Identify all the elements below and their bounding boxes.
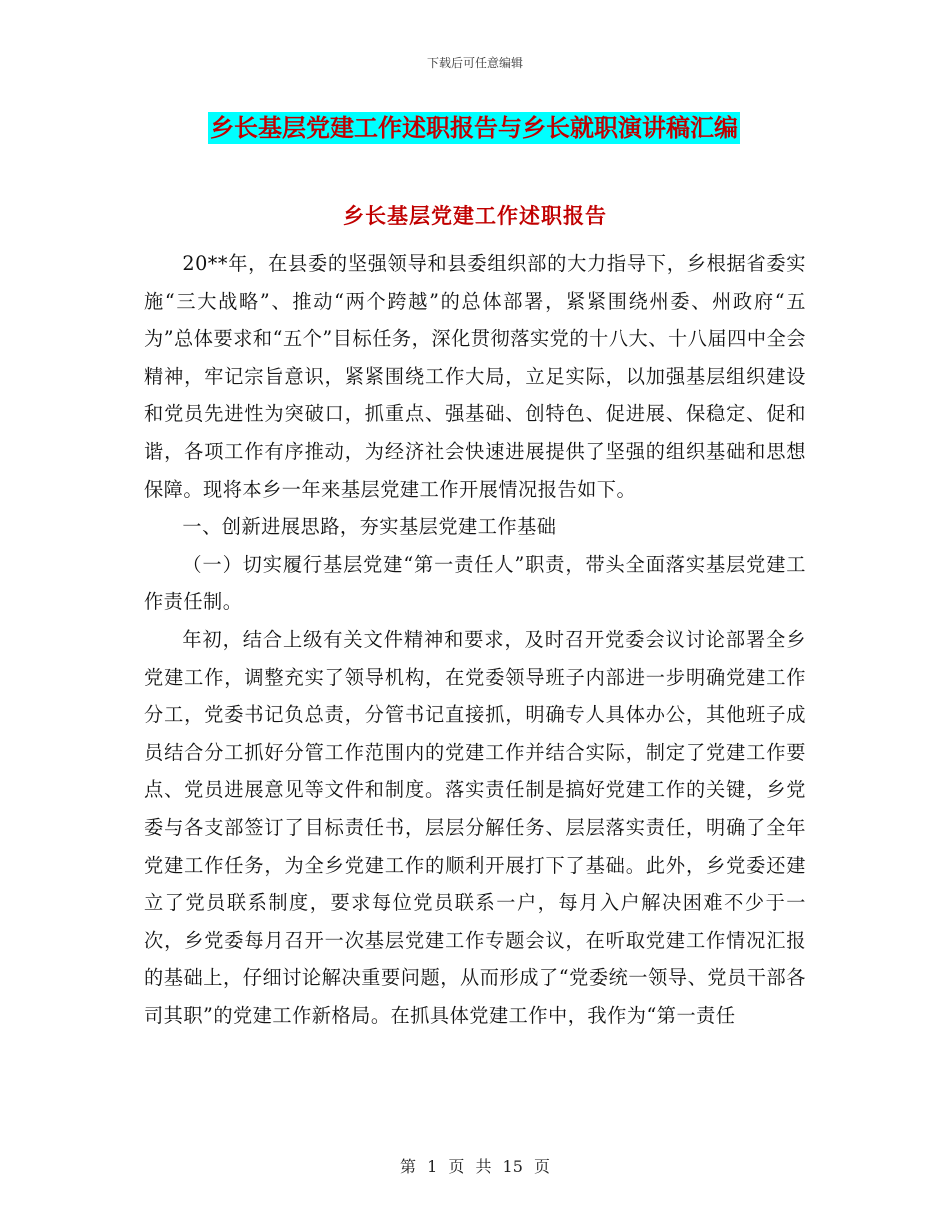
paragraph-body-1: 年初，结合上级有关文件精神和要求，及时召开党委会议讨论部署全乡党建工作，调整充实了领导机构，在党委领导班子内部进一步明确党建工作分工，党委书记负总责，分管书记直接抓，明确专人具体办公，其他班子成员结合分工抓好分管工作范围内的党建工作并结合实际，制定了党建工作要点、党员进展意见等文件和制度。落实责任制是搞好党建工作的关键，乡党委与各支部签订了目标责任书，层层分解任务、层层落实责任，明确了全年党建工作任务，为全乡党建工作的顺利开展打下了基础。此外，乡党委还建立了党员联系制度，要求每位党员联系一户，每月入户解决困难不少于一次，乡党委每月召开一次基层党建工作专题会议，在听取党建工作情况汇报的基础上，仔细讨论解决重要问题，从而形成了“党委统一领导、党员干部各司其职”的党建工作新格局。在抓具体党建工作中，我作为“第一责任 [144, 627, 806, 1027]
paragraph-intro: 20**年，在县委的坚强领导和县委组织部的大力指导下，乡根据省委实施“三大战略”、推动“两个跨越”的总体部署，紧紧围绕州委、州政府“五为”总体要求和“五个”目标任务，深化贯彻落实党的十八大、十八届四中全会精神，牢记宗旨意识，紧紧围绕工作大局，立足实际，以加强基层组织建设和党员先进性为突破口，抓重点、强基础、创特色、促进展、保稳定、促和谐，各项工作有序推动，为经济社会快速进展提供了坚强的组织基础和思想保障。现将本乡一年来基层党建工作开展情况报告如下。 [144, 252, 806, 501]
paragraph-subheading-1: （一）切实履行基层党建“第一责任人”职责，带头全面落实基层党建工作责任制。 [144, 552, 806, 614]
document-body [144, 245, 806, 1034]
section-title: 乡长基层党建工作述职报告 [343, 204, 607, 228]
page-header-note: 下载后可任意编辑 [426, 56, 523, 70]
document-title: 乡长基层党建工作述职报告与乡长就职演讲稿汇编 [210, 114, 738, 142]
page-number-footer: 第 1 页 共 15 页 [400, 1157, 550, 1176]
paragraph-heading-1: 一、创新进展思路，夯实基层党建工作基础 [182, 515, 557, 539]
